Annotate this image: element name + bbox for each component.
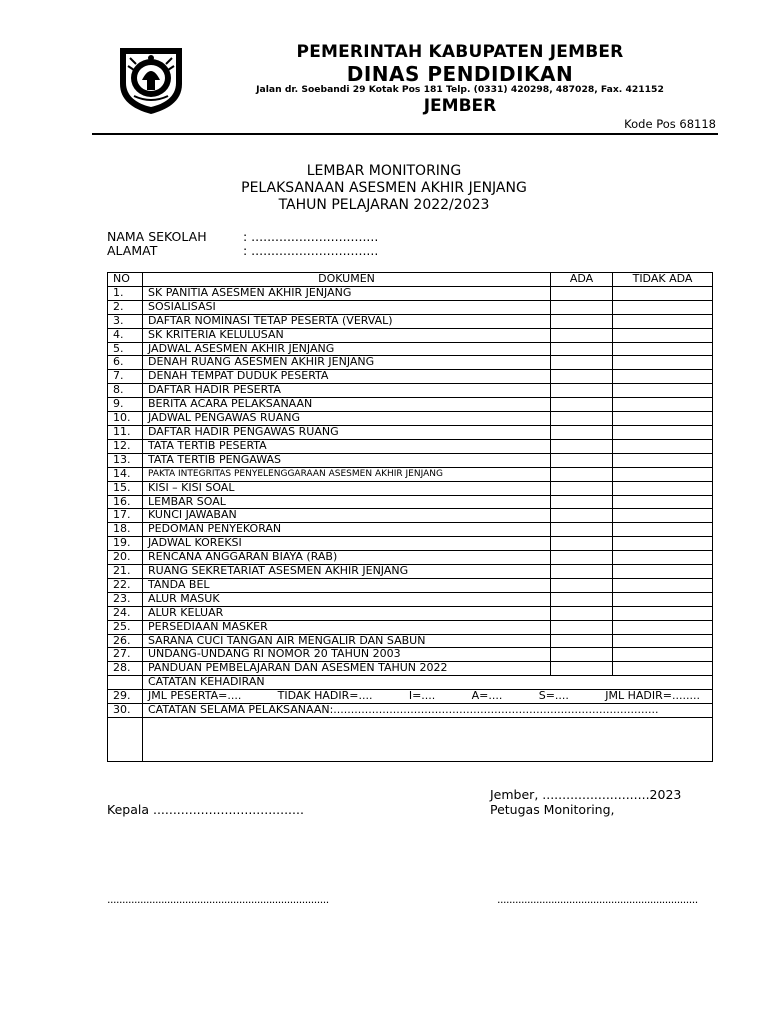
row-ada-cell[interactable] bbox=[551, 412, 613, 426]
row-document: TANDA BEL bbox=[143, 578, 551, 592]
row-number: 9. bbox=[108, 398, 143, 412]
row-ada-cell[interactable] bbox=[551, 453, 613, 467]
row-document: ALUR MASUK bbox=[143, 592, 551, 606]
row-document: PAKTA INTEGRITAS PENYELENGGARAAN ASESMEN AKHIR JENJANG bbox=[143, 467, 551, 481]
row-document: ALUR KELUAR bbox=[143, 606, 551, 620]
row-ada-cell[interactable] bbox=[551, 495, 613, 509]
row-tidak-ada-cell[interactable] bbox=[613, 662, 713, 676]
attendance-item: JML HADIR=........ bbox=[605, 689, 700, 703]
row-number: 16. bbox=[108, 495, 143, 509]
row-number: 17. bbox=[108, 509, 143, 523]
row-ada-cell[interactable] bbox=[551, 648, 613, 662]
school-name-value: : ................................ bbox=[243, 229, 379, 244]
doc-title-line3: TAHUN PELAJARAN 2022/2023 bbox=[278, 197, 490, 213]
table-row bbox=[108, 592, 713, 606]
row-number-empty bbox=[108, 676, 143, 690]
row-ada-cell[interactable] bbox=[551, 509, 613, 523]
notes-label: CATATAN SELAMA PELAKSANAAN:............................................................................................. bbox=[143, 704, 713, 718]
row-tidak-ada-cell[interactable] bbox=[613, 578, 713, 592]
table-row bbox=[108, 648, 713, 662]
row-ada-cell[interactable] bbox=[551, 286, 613, 300]
row-ada-cell[interactable] bbox=[551, 662, 613, 676]
row-document: SK KRITERIA KELULUSAN bbox=[143, 328, 551, 342]
row-number: 2. bbox=[108, 300, 143, 314]
row-ada-cell[interactable] bbox=[551, 578, 613, 592]
row-document: DENAH RUANG ASESMEN AKHIR JENJANG bbox=[143, 356, 551, 370]
table-row bbox=[108, 453, 713, 467]
row-tidak-ada-cell[interactable] bbox=[613, 300, 713, 314]
col-header-tidak-ada: TIDAK ADA bbox=[613, 273, 713, 287]
row-ada-cell[interactable] bbox=[551, 439, 613, 453]
table-row bbox=[108, 537, 713, 551]
row-document: TATA TERTIB PESERTA bbox=[143, 439, 551, 453]
row-ada-cell[interactable] bbox=[551, 398, 613, 412]
row-number: 14. bbox=[108, 467, 143, 481]
monitor-label: Petugas Monitoring, bbox=[490, 802, 615, 817]
col-header-ada: ADA bbox=[551, 273, 613, 287]
row-tidak-ada-cell[interactable] bbox=[613, 537, 713, 551]
row-number: 24. bbox=[108, 606, 143, 620]
row-document: RUANG SEKRETARIAT ASESMEN AKHIR JENJANG bbox=[143, 565, 551, 579]
row-ada-cell[interactable] bbox=[551, 565, 613, 579]
row-ada-cell[interactable] bbox=[551, 537, 613, 551]
row-number: 6. bbox=[108, 356, 143, 370]
table-row bbox=[108, 328, 713, 342]
row-number: 21. bbox=[108, 565, 143, 579]
row-number: 7. bbox=[108, 370, 143, 384]
row-document: PEDOMAN PENYEKORAN bbox=[143, 523, 551, 537]
row-document: RENCANA ANGGARAN BIAYA (RAB) bbox=[143, 551, 551, 565]
row-tidak-ada-cell[interactable] bbox=[613, 314, 713, 328]
row-ada-cell[interactable] bbox=[551, 620, 613, 634]
table-row bbox=[108, 551, 713, 565]
row-number: 27. bbox=[108, 648, 143, 662]
row-document: TATA TERTIB PENGAWAS bbox=[143, 453, 551, 467]
header-government: PEMERINTAH KABUPATEN JEMBER bbox=[296, 42, 624, 62]
postal-code: Kode Pos 68118 bbox=[624, 117, 716, 131]
row-document: DAFTAR HADIR PESERTA bbox=[143, 384, 551, 398]
row-tidak-ada-cell[interactable] bbox=[613, 606, 713, 620]
table-row bbox=[108, 690, 713, 704]
table-row bbox=[108, 565, 713, 579]
row-number: 4. bbox=[108, 328, 143, 342]
row-tidak-ada-cell[interactable] bbox=[613, 398, 713, 412]
principal-signature-line: .......................................................................... bbox=[107, 893, 329, 906]
row-number: 12. bbox=[108, 439, 143, 453]
table-row bbox=[108, 314, 713, 328]
row-document: UNDANG-UNDANG RI NOMOR 20 TAHUN 2003 bbox=[143, 648, 551, 662]
row-ada-cell[interactable] bbox=[551, 314, 613, 328]
attendance-cell bbox=[143, 690, 713, 704]
row-document: KISI – KISI SOAL bbox=[143, 481, 551, 495]
row-ada-cell[interactable] bbox=[551, 634, 613, 648]
row-tidak-ada-cell[interactable] bbox=[613, 286, 713, 300]
row-document: JADWAL KOREKSI bbox=[143, 537, 551, 551]
row-tidak-ada-cell[interactable] bbox=[613, 481, 713, 495]
table-row bbox=[108, 704, 713, 718]
table-row bbox=[108, 634, 713, 648]
row-number: 15. bbox=[108, 481, 143, 495]
doc-title-line1: LEMBAR MONITORING bbox=[306, 163, 462, 179]
row-tidak-ada-cell[interactable] bbox=[613, 439, 713, 453]
row-tidak-ada-cell[interactable] bbox=[613, 425, 713, 439]
row-tidak-ada-cell[interactable] bbox=[613, 565, 713, 579]
table-row bbox=[108, 412, 713, 426]
row-ada-cell[interactable] bbox=[551, 467, 613, 481]
table-header-row bbox=[108, 273, 713, 287]
row-number: 10. bbox=[108, 412, 143, 426]
row-number: 30. bbox=[108, 704, 143, 718]
school-address-value: : ................................ bbox=[243, 243, 379, 258]
header-city: JEMBER bbox=[423, 96, 497, 116]
attendance-item: S=.... bbox=[538, 689, 569, 703]
row-number: 22. bbox=[108, 578, 143, 592]
row-tidak-ada-cell[interactable] bbox=[613, 509, 713, 523]
attendance-items bbox=[148, 690, 712, 703]
table-row bbox=[108, 606, 713, 620]
row-number: 1. bbox=[108, 286, 143, 300]
row-document: SOSIALISASI bbox=[143, 300, 551, 314]
row-tidak-ada-cell[interactable] bbox=[613, 384, 713, 398]
attendance-item: I=.... bbox=[408, 689, 436, 703]
row-ada-cell[interactable] bbox=[551, 481, 613, 495]
table-row bbox=[108, 398, 713, 412]
table-row bbox=[108, 578, 713, 592]
table-row bbox=[108, 495, 713, 509]
table-row bbox=[108, 425, 713, 439]
row-number: 25. bbox=[108, 620, 143, 634]
row-document: LEMBAR SOAL bbox=[143, 495, 551, 509]
table-row bbox=[108, 509, 713, 523]
row-tidak-ada-cell[interactable] bbox=[613, 620, 713, 634]
row-document: DENAH TEMPAT DUDUK PESERTA bbox=[143, 370, 551, 384]
row-ada-cell[interactable] bbox=[551, 328, 613, 342]
row-document: KUNCI JAWABAN bbox=[143, 509, 551, 523]
row-ada-cell[interactable] bbox=[551, 425, 613, 439]
col-header-dokumen: DOKUMEN bbox=[143, 273, 551, 287]
row-document: JADWAL ASESMEN AKHIR JENJANG bbox=[143, 342, 551, 356]
row-number: 23. bbox=[108, 592, 143, 606]
table-row bbox=[108, 384, 713, 398]
table-row bbox=[108, 620, 713, 634]
row-ada-cell[interactable] bbox=[551, 551, 613, 565]
row-document: DAFTAR NOMINASI TETAP PESERTA (VERVAL) bbox=[143, 314, 551, 328]
row-document: PANDUAN PEMBELAJARAN DAN ASESMEN TAHUN 2022 bbox=[143, 662, 551, 676]
row-tidak-ada-cell[interactable] bbox=[613, 592, 713, 606]
row-ada-cell[interactable] bbox=[551, 356, 613, 370]
row-number: 11. bbox=[108, 425, 143, 439]
principal-label: Kepala ...................................... bbox=[107, 802, 304, 817]
doc-title-line2: PELAKSANAAN ASESMEN AKHIR JENJANG bbox=[241, 180, 527, 196]
table-row bbox=[108, 523, 713, 537]
row-tidak-ada-cell[interactable] bbox=[613, 634, 713, 648]
table-row bbox=[108, 342, 713, 356]
row-number: 19. bbox=[108, 537, 143, 551]
notes-blank-area[interactable] bbox=[143, 718, 713, 762]
table-row bbox=[108, 467, 713, 481]
row-ada-cell[interactable] bbox=[551, 300, 613, 314]
table-row bbox=[108, 300, 713, 314]
row-tidak-ada-cell[interactable] bbox=[613, 370, 713, 384]
table-row bbox=[108, 662, 713, 676]
attendance-item: JML PESERTA=.... bbox=[148, 689, 242, 703]
col-header-no: NO bbox=[108, 273, 143, 287]
row-tidak-ada-cell[interactable] bbox=[613, 412, 713, 426]
row-document: JADWAL PENGAWAS RUANG bbox=[143, 412, 551, 426]
row-tidak-ada-cell[interactable] bbox=[613, 551, 713, 565]
table-row bbox=[108, 676, 713, 690]
row-ada-cell[interactable] bbox=[551, 523, 613, 537]
row-document: PERSEDIAAN MASKER bbox=[143, 620, 551, 634]
row-number: 3. bbox=[108, 314, 143, 328]
table-row bbox=[108, 481, 713, 495]
row-tidak-ada-cell[interactable] bbox=[613, 342, 713, 356]
attendance-item: A=.... bbox=[471, 689, 503, 703]
row-document: DAFTAR HADIR PENGAWAS RUANG bbox=[143, 425, 551, 439]
row-tidak-ada-cell[interactable] bbox=[613, 523, 713, 537]
row-ada-cell[interactable] bbox=[551, 342, 613, 356]
row-ada-cell[interactable] bbox=[551, 592, 613, 606]
signature-date: Jember, ...........................2023 bbox=[490, 787, 682, 802]
row-ada-cell[interactable] bbox=[551, 384, 613, 398]
row-number: 28. bbox=[108, 662, 143, 676]
monitoring-table bbox=[107, 272, 713, 762]
notes-blank-row bbox=[108, 718, 713, 762]
header-address: Jalan dr. Soebandi 29 Kotak Pos 181 Telp. (0331) 420298, 487028, Fax. 421152 bbox=[256, 84, 664, 95]
row-number: 8. bbox=[108, 384, 143, 398]
row-document: SK PANITIA ASESMEN AKHIR JENJANG bbox=[143, 286, 551, 300]
row-tidak-ada-cell[interactable] bbox=[613, 328, 713, 342]
attendance-heading: CATATAN KEHADIRAN bbox=[143, 676, 713, 690]
school-name-label: NAMA SEKOLAH bbox=[107, 229, 207, 244]
row-document: BERITA ACARA PELAKSANAAN bbox=[143, 398, 551, 412]
row-tidak-ada-cell[interactable] bbox=[613, 467, 713, 481]
row-tidak-ada-cell[interactable] bbox=[613, 495, 713, 509]
header-divider bbox=[92, 133, 718, 135]
row-number: 20. bbox=[108, 551, 143, 565]
blank-number-cell bbox=[108, 718, 143, 762]
row-ada-cell[interactable] bbox=[551, 606, 613, 620]
row-tidak-ada-cell[interactable] bbox=[613, 356, 713, 370]
header-department: DINAS PENDIDIKAN bbox=[346, 62, 574, 86]
attendance-item: TIDAK HADIR=.... bbox=[277, 689, 373, 703]
jember-emblem-logo bbox=[114, 44, 188, 116]
school-address-label: ALAMAT bbox=[107, 243, 158, 258]
row-number: 5. bbox=[108, 342, 143, 356]
row-document: SARANA CUCI TANGAN AIR MENGALIR DAN SABUN bbox=[143, 634, 551, 648]
row-ada-cell[interactable] bbox=[551, 370, 613, 384]
row-number: 18. bbox=[108, 523, 143, 537]
table-row bbox=[108, 356, 713, 370]
row-number: 29. bbox=[108, 690, 143, 704]
row-tidak-ada-cell[interactable] bbox=[613, 648, 713, 662]
row-number: 26. bbox=[108, 634, 143, 648]
monitor-signature-line: ................................................................... bbox=[497, 893, 698, 906]
table-row bbox=[108, 439, 713, 453]
table-row bbox=[108, 370, 713, 384]
table-row bbox=[108, 286, 713, 300]
row-number: 13. bbox=[108, 453, 143, 467]
row-tidak-ada-cell[interactable] bbox=[613, 453, 713, 467]
